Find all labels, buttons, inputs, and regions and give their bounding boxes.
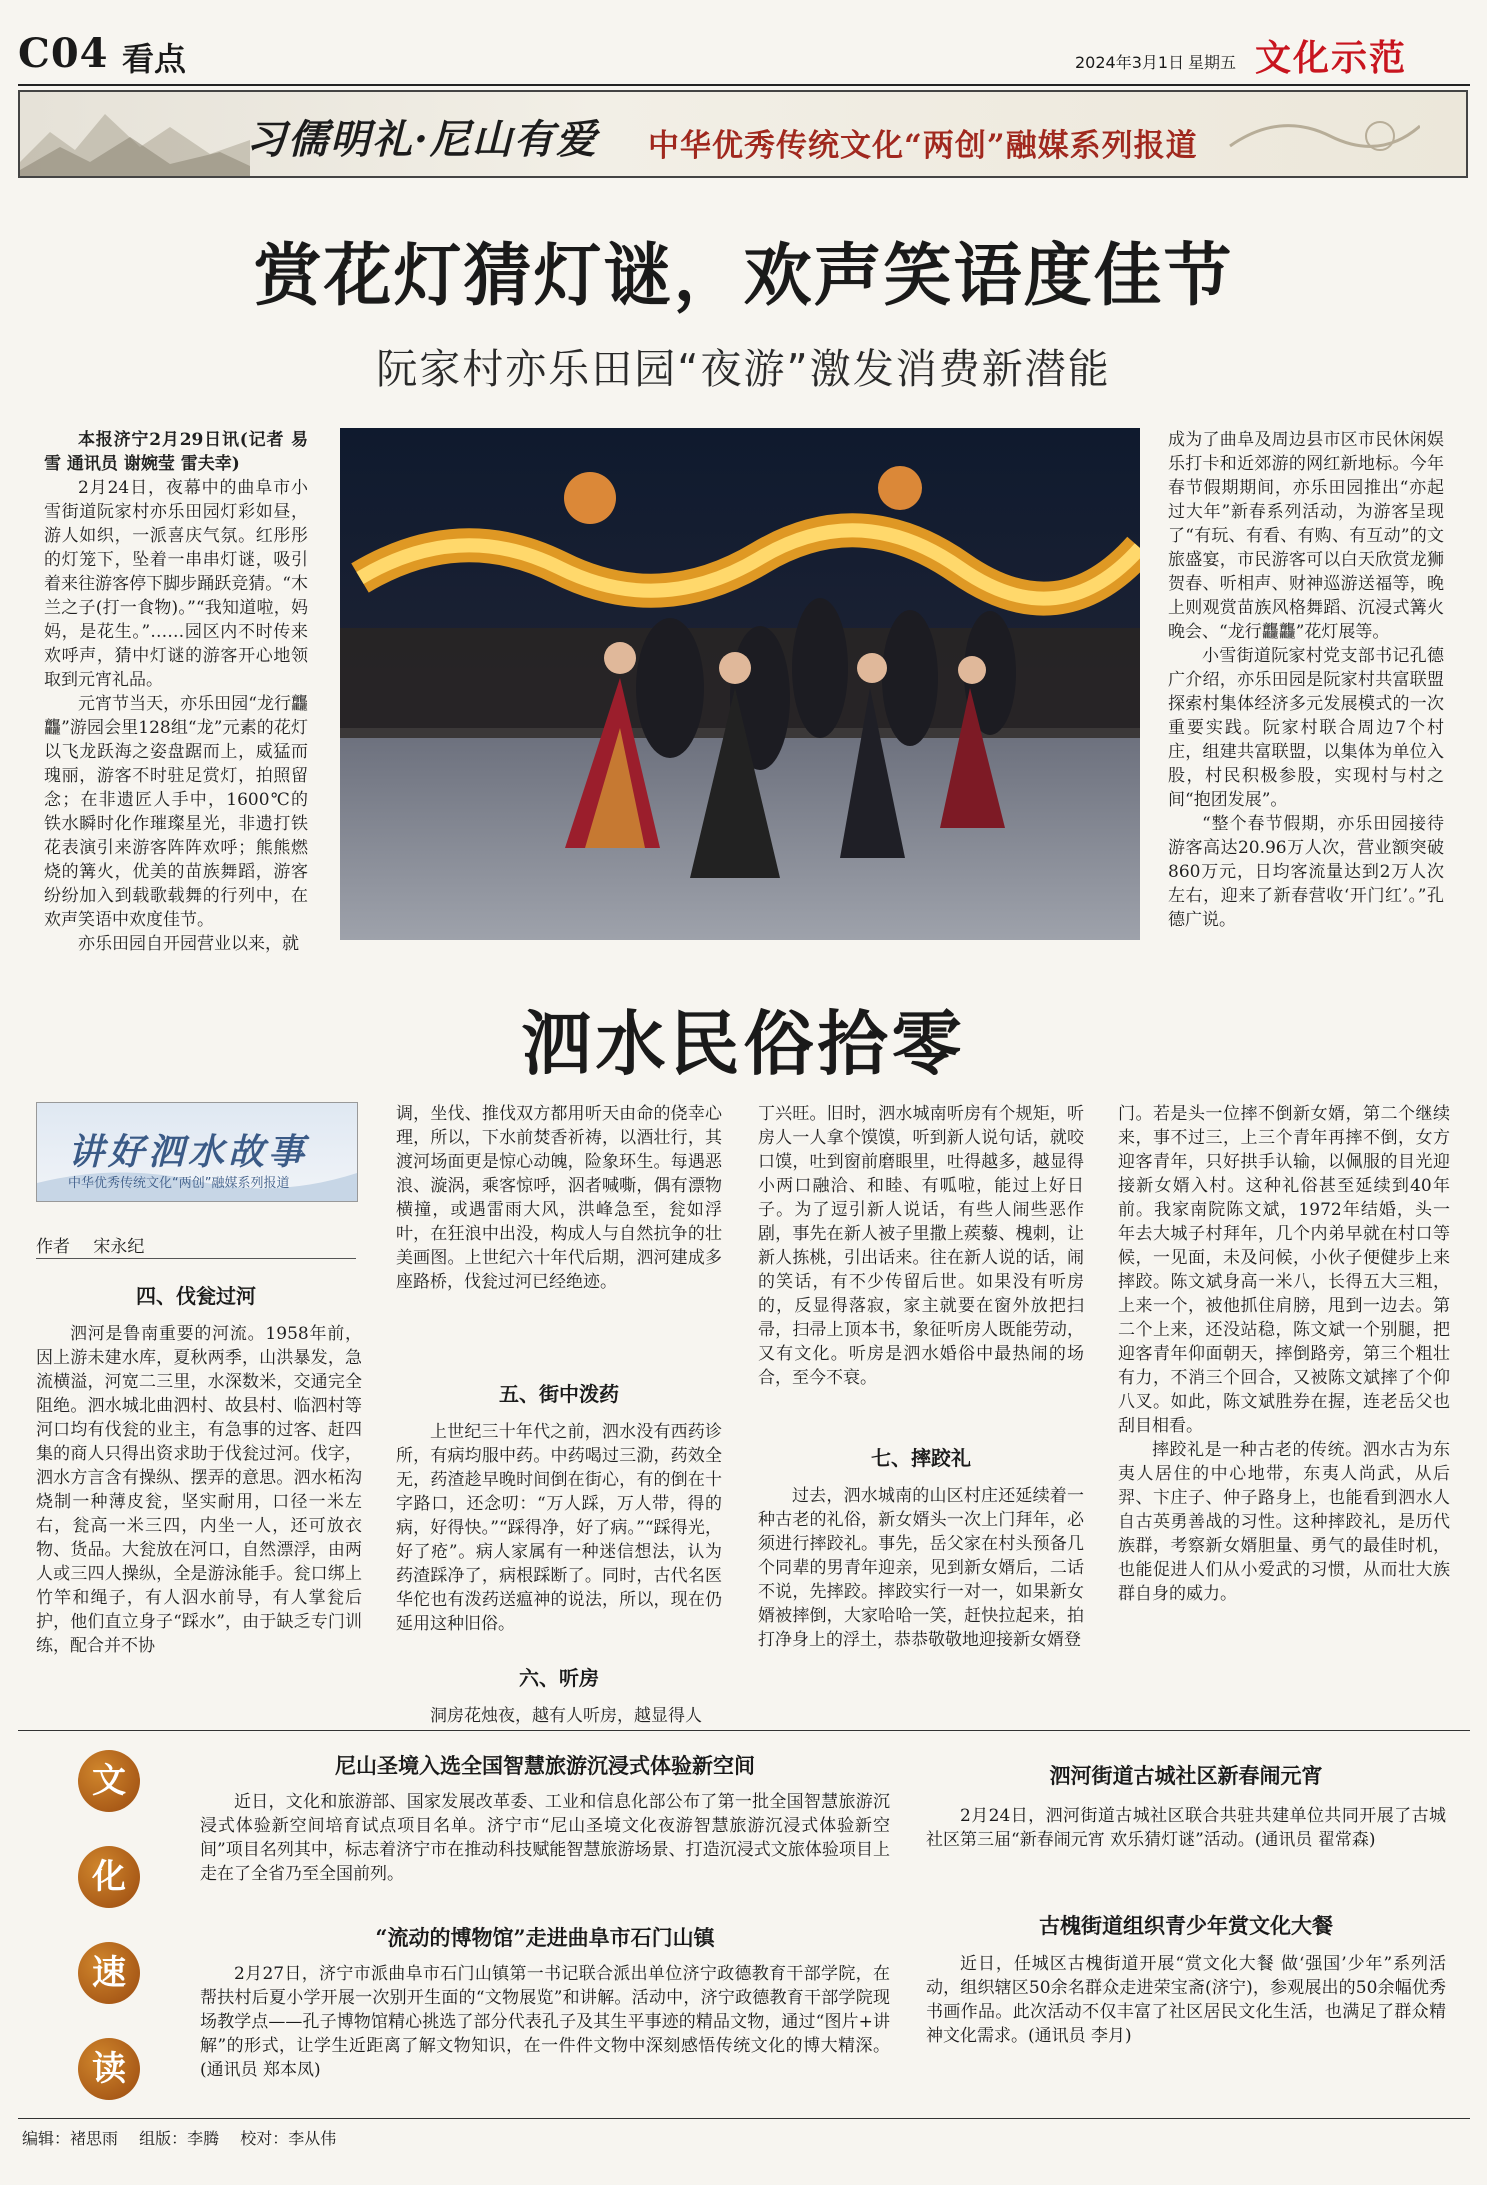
article2-column-4	[1118, 1102, 1450, 1606]
news-paragraph: 2月27日，济宁市派曲阜市石门山镇第一书记联合派出单位济宁政德教育干部学院，在帮扶村后夏小学开展一次别开生面的“文物展览”和讲解。活动中，济宁政德教育干部学院现场教学点——孔子博物馆精心挑选了部分代表孔子及其生平事迹的精品文物，通过“图片+讲解”的形式，让学生近距离了解文物知识，在一件件文物中深刻感悟传统文化的博大精深。(通讯员 郑本凤)	[200, 1964, 890, 2080]
section-heading: 六、听房	[519, 1666, 599, 1690]
article2-paragraph: 摔跤礼是一种古老的传统。泗水古为东夷人居住的中心地带，东夷人尚武，从后羿、卞庄子、仲子路身上，也能看到泗水人自古英勇善战的习性。这种摔跤礼，是历代族群，考察新女婿胆量、勇气的最佳时机，也能促进人们从小爱武的习惯，从而壮大族群自身的威力。	[1118, 1440, 1450, 1604]
article1-paragraph: 亦乐田园自开园营业以来，就	[78, 934, 299, 954]
section-name: 看点	[122, 40, 187, 78]
article1-subhead: 阮家村亦乐田园“夜游”激发消费新潜能	[376, 345, 1111, 393]
article2-title: 泗水民俗拾零	[521, 1002, 966, 1085]
footer-rule	[18, 2118, 1470, 2119]
banner-right-title: 中华优秀传统文化“两创”融媒系列报道	[648, 128, 1198, 164]
article2-paragraph: 过去，泗水城南的山区村庄还延续着一种古老的礼俗，新女婿头一次上门拜年，必须进行摔跤礼。事先，岳父家在村头预备几个同辈的男青年迎亲，见到新女婿后，二话不说，先摔跤。摔跤实行一对一，如果新女婿被摔倒，大家哈哈一笑，赶快拉起来，拍打净身上的浮土，恭恭敬敬地迎接新女婿登	[758, 1486, 1084, 1650]
article2-column-3-bottom	[758, 1484, 1084, 1652]
footer-layout: 组版：李腾	[139, 2129, 220, 2148]
news-title: 泗河街道古城社区新春闹元宵	[1049, 1763, 1323, 1788]
news-title: “流动的博物馆”走进曲阜市石门山镇	[375, 1925, 715, 1950]
author-label: 作者	[36, 1237, 70, 1257]
paper-name: 文化示范	[1255, 38, 1408, 79]
footer-credits	[22, 2126, 336, 2149]
culture-orb: 化	[78, 1846, 140, 1908]
author-name: 宋永纪	[93, 1237, 145, 1257]
mountain-illustration	[20, 92, 250, 176]
article1-byline: 本报济宁2月29日讯(记者 易雪 通讯员 谢婉莹 雷夫幸)	[44, 430, 308, 474]
news-paragraph: 2月24日，泗河街道古城社区联合共驻共建单位共同开展了古城社区第三届“新春闹元宵 欢乐猜灯谜”活动。(通讯员 翟常森)	[926, 1806, 1446, 1850]
article1-paragraph: “整个春节假期，亦乐田园接待游客高达20.96万人次，营业额突破860万元，日均客流量达到2万人次左右，迎来了新春营收‘开门红’。”孔德广说。	[1168, 814, 1444, 930]
article2-column-2	[396, 1102, 722, 1294]
news-paragraph: 近日，文化和旅游部、国家发展改革委、工业和信息化部公布了第一批全国智慧旅游沉浸式体验新空间培育试点项目名单。济宁市“尼山圣境文化夜游智慧旅游沉浸式体验新空间”项目名列其中，标志着济宁市在推动科技赋能智慧旅游场景、打造沉浸式文旅体验项目上走在了全省乃至全国前列。	[200, 1792, 890, 1884]
news-body	[200, 1790, 890, 1886]
festival-photo	[340, 428, 1140, 940]
author-line	[36, 1232, 144, 1257]
section-heading: 七、摔跤礼	[871, 1446, 971, 1470]
news-title: 尼山圣境入选全国智慧旅游沉浸式体验新空间	[335, 1753, 755, 1778]
article2-paragraph: 泗河是鲁南重要的河流。1958年前，因上游未建水库，夏秋两季，山洪暴发，急流横溢，河宽二三里，水深数米，交通完全阻绝。泗水城北曲泗村、故县村、临泗村等河口均有伐瓮的业主，有急事的过客、赶四集的商人只得出资求助于伐瓮过河。伐字，泗水方言含有操纵、摆弄的意思。泗水柘沟烧制一种薄皮瓮，坚实耐用，口径一米左右，瓮高一米三四，内坐一人，还可放衣物、货品。大瓮放在河口，自然漂浮，由两人或三四人操纵，全是游泳能手。瓮口绑上竹竿和绳子，有人泅水前导，有人掌瓮后护，他们直立身子“踩水”，由于缺乏专门训练，配合并不协	[36, 1324, 362, 1656]
column-logo-title: 讲好泗水故事	[68, 1131, 309, 1173]
section-heading: 四、伐瓮过河	[136, 1284, 256, 1308]
article2-column-3	[758, 1102, 1084, 1390]
issue-weekday: 星期五	[1188, 53, 1237, 72]
news-body	[926, 1952, 1446, 2048]
article2-paragraph: 丁兴旺。旧时，泗水城南听房有个规矩，听房人一人拿个馍馍，听到新人说句话，就咬口馍，吐到窗前磨眼里，吐得越多，越显得小两口融洽、和睦、有呱啦，能过上好日子。为了逗引新人说话，有些人闹些恶作剧，事先在新人被子里撒上蒺藜、槐刺，让新人拣桃，引出话来。往在新人说的话，闹的笑话，有不少传留后世。如果没有听房的，反显得落寂，家主就要在窗外放把扫帚，扫帚上顶本书，象征听房人既能劳动，又有文化。听房是泗水婚俗中最热闹的场合，至今不衰。	[758, 1104, 1084, 1388]
article2-paragraph: 门。若是头一位摔不倒新女婿，第二个继续来，事不过三，上三个青年再摔不倒，女方迎客青年，只好拱手认输，以佩服的目光迎接新女婿入村。这种礼俗甚至延续到40年前。我家南院陈文斌，1972年结婚，头一年去大城子村拜年，几个内弟早就在村口等候，一见面，未及问候，小伙子便健步上来摔跤。陈文斌身高一米八，长得五大三粗，上来一个，被他抓住肩膀，甩到一边去。第二个上来，还没站稳，陈文斌一个别腿，把迎客青年仰面朝天，摔倒路旁，第三个粗壮有力，不消三个回合，又被陈文斌摔了个仰八叉。如此，陈文斌胜券在握，连老岳父也刮目相看。	[1118, 1104, 1450, 1436]
culture-bar-rule	[18, 1730, 1470, 1731]
author-rule	[36, 1258, 356, 1259]
section-heading: 五、街中泼药	[499, 1382, 619, 1406]
issue-date: 2024年3月1日	[1075, 53, 1185, 72]
article2-paragraph: 洞房花烛夜，越有人听房，越显得人	[430, 1706, 702, 1726]
article1-right-column	[1168, 428, 1444, 932]
column-logo-subtitle: 中华优秀传统文化“两创”融媒系列报道	[68, 1176, 290, 1191]
article2-paragraph: 上世纪三十年代之前，泗水没有西药诊所，有病均服中药。中药喝过三泐，药效全无，药渣趁早晚时间倒在街心，有的倒在十字路口，还念叨：“万人踩，万人带，得的病，好得快。”“踩得净，好了病。”“踩得光，好了疮”。病人家属有一种迷信想法，认为药渣踩净了，病根踩断了。同时，古代名医华佗也有泼药送瘟神的说法，所以，现在仍延用这种旧俗。	[396, 1422, 722, 1634]
culture-orb: 速	[78, 1942, 140, 2004]
article1-paragraph: 成为了曲阜及周边县市区市民休闲娱乐打卡和近郊游的网红新地标。今年春节假期期间，亦乐田园推出“亦起过大年”新春系列活动，为游客呈现了“有玩、有看、有购、有互动”的文旅盛宴，市民游客可以白天欣赏龙狮贺春、听相声、财神巡游送福等，晚上则观赏苗族风格舞蹈、沉浸式篝火晚会、“龙行龘龘”花灯展等。	[1168, 430, 1444, 642]
culture-orb: 文	[78, 1750, 140, 1812]
article2-column-1	[36, 1322, 362, 1658]
culture-orb: 读	[78, 2038, 140, 2100]
news-body	[926, 1804, 1446, 1852]
article1-left-column	[44, 428, 308, 956]
header-rule	[18, 84, 1470, 86]
dancers-illustration	[340, 428, 1140, 940]
article2-column-2-bottom	[396, 1704, 722, 1728]
news-paragraph: 近日，任城区古槐街道开展“赏文化大餐 做‘强国’少年”系列活动，组织辖区50余名群众走进荣宝斋(济宁)，参观展出的50余幅优秀书画作品。此次活动不仅丰富了社区居民文化生活，也满足了群众精神文化需求。(通讯员 李月)	[926, 1954, 1446, 2046]
footer-editor: 编辑：褚思雨	[22, 2129, 119, 2148]
article2-paragraph: 调，坐伐、推伐双方都用听天由命的侥幸心理，所以，下水前焚香祈祷，以酒壮行，其渡河场面更是惊心动魄，险象环生。每遇恶浪、漩涡，乘客惊呼，泅者喊嘶，偶有漂物横撞，或遇雷雨大风，洪峰急至，瓮如浮叶，在狂浪中出没，构成人与自然抗争的壮美画图。上世纪六十年代后期，泗河建成多座路桥，伐瓮过河已经绝迹。	[396, 1104, 722, 1292]
article2-column-2-mid	[396, 1420, 722, 1636]
article1-paragraph: 小雪街道阮家村党支部书记孔德广介绍，亦乐田园是阮家村共富联盟探索村集体经济多元发展模式的一次重要实践。阮家村联合周边7个村庄，组建共富联盟，以集体为单位入股，村民积极参股，实现村与村之间“抱团发展”。	[1168, 646, 1444, 810]
article1-paragraph: 元宵节当天，亦乐田园“龙行龘龘”游园会里128组“龙”元素的花灯以飞龙跃海之姿盘踞而上，威猛而瑰丽，游客不时驻足赏灯，拍照留念；在非遗匠人手中，1600℃的铁水瞬时化作璀璨星光，非遗打铁花表演引来游客阵阵欢呼；熊熊燃烧的篝火，优美的苗族舞蹈，游客纷纷加入到载歌载舞的行列中，在欢声笑语中欢度佳节。	[44, 694, 308, 930]
decorative-scroll-icon	[1220, 106, 1420, 162]
news-title: 古槐街道组织青少年赏文化大餐	[1039, 1913, 1333, 1938]
news-body	[200, 1962, 890, 2082]
article1-paragraph: 2月24日，夜幕中的曲阜市小雪街道阮家村亦乐田园灯彩如昼，游人如织，一派喜庆气氛。红彤彤的灯笼下，坠着一串串灯谜，吸引着来往游客停下脚步踊跃竞猜。“木兰之子(打一食物)。”“我知道啦，妈妈，是花生。”……园区内不时传来欢呼声，猜中灯谜的游客开心地领取到元宵礼品。	[44, 478, 308, 690]
article1-headline: 赏花灯猜灯谜，欢声笑语度佳节	[253, 236, 1234, 316]
footer-proof: 校对：李从伟	[240, 2129, 337, 2148]
page-code: C04	[18, 30, 109, 77]
banner-left-title: 习儒明礼·尼山有爱	[246, 116, 598, 163]
